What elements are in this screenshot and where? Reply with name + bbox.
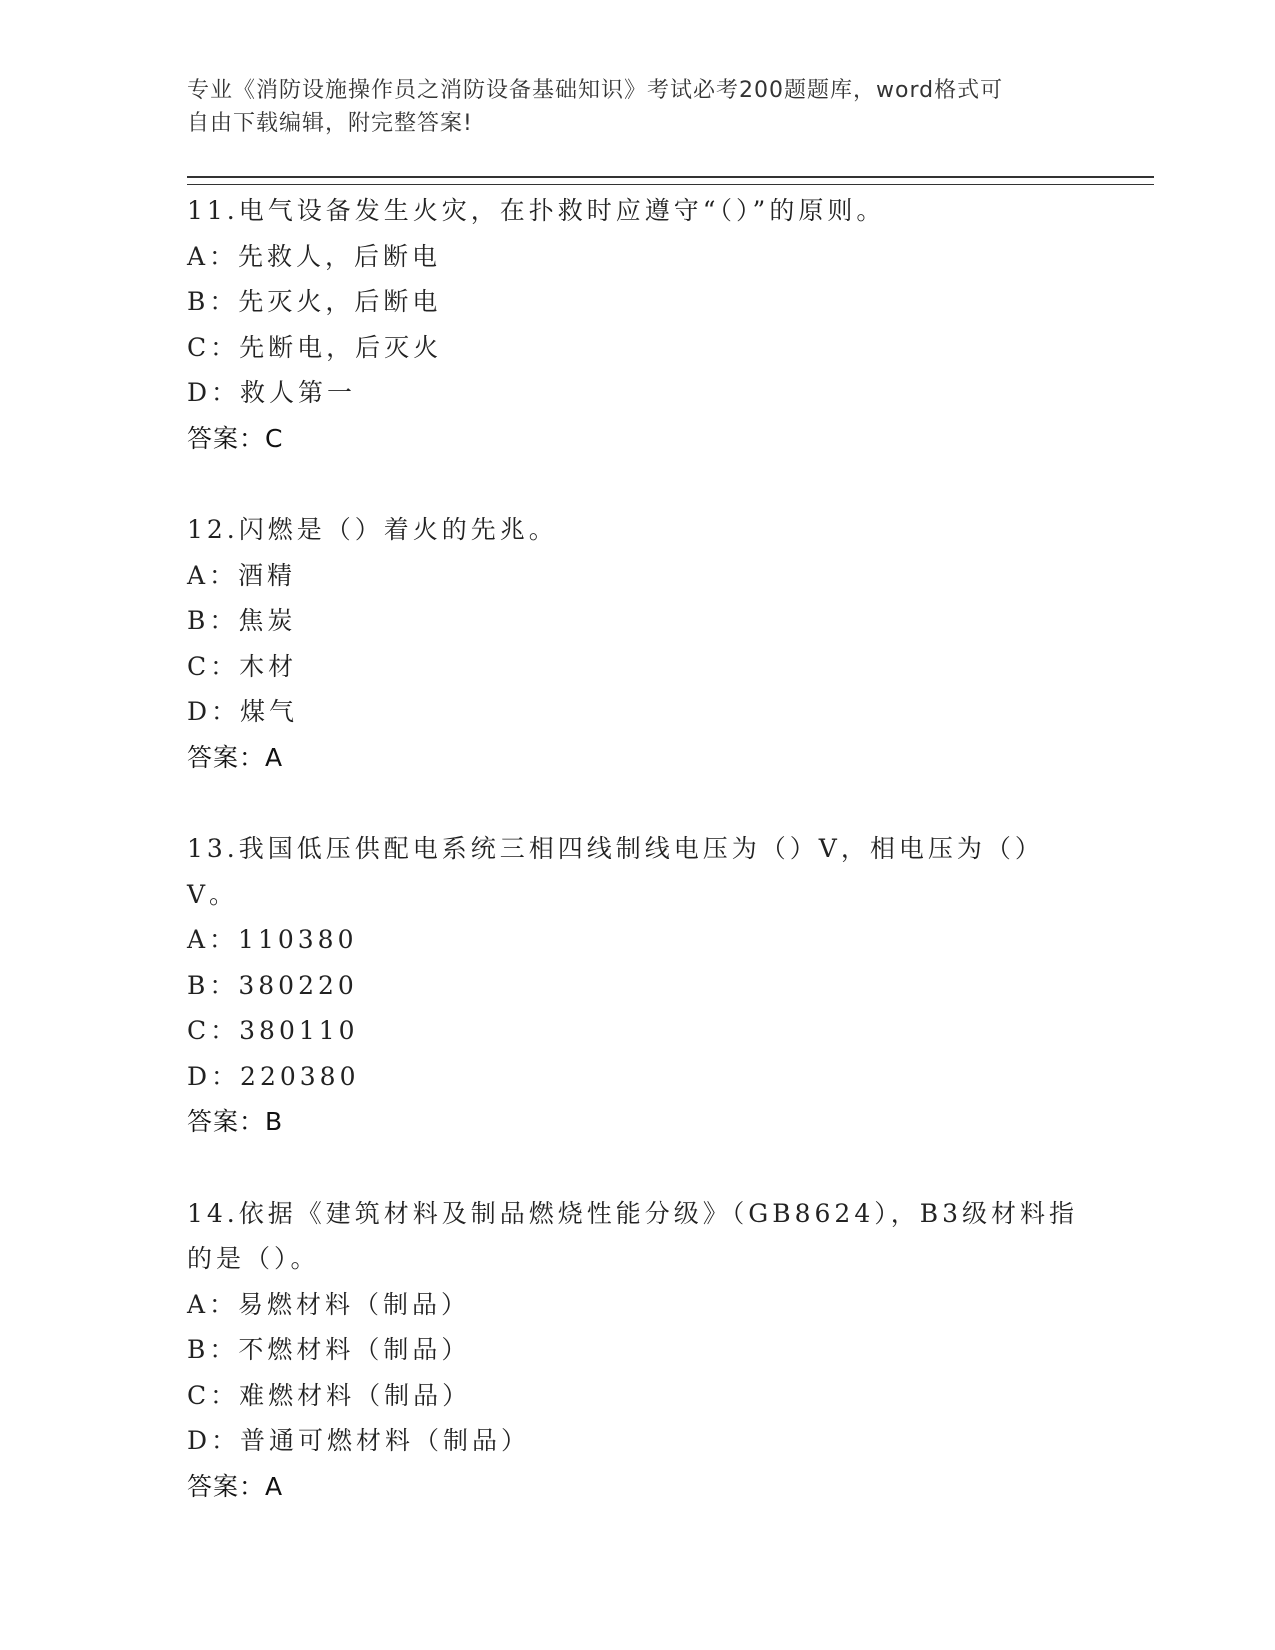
option-d: D：救人第一 [187, 378, 357, 407]
question-stem: 11.电气设备发生火灾，在扑救时应遵守“（）”的原则。 [187, 196, 886, 225]
question-12 [187, 507, 1147, 780]
option-c: C：380110 [187, 1016, 359, 1045]
option-d: D：普通可燃材料（制品） [187, 1426, 531, 1455]
question-stem: 12.闪燃是（）着火的先兆。 [187, 515, 558, 544]
option-b: B：焦炭 [187, 606, 297, 635]
question-stem: 14.依据《建筑材料及制品燃烧性能分级》（GB8624），B3级材料指的是（）。 [187, 1198, 1079, 1273]
option-b: B：不燃材料（制品） [187, 1335, 471, 1364]
option-d: D：220380 [187, 1061, 360, 1091]
option-a: A：先救人，后断电 [187, 241, 442, 271]
question-13 [187, 826, 1147, 1145]
option-a: A：110380 [187, 925, 358, 954]
question-list [187, 188, 1147, 1555]
option-a: A：易燃材料（制品） [187, 1289, 471, 1319]
option-c: C：难燃材料（制品） [187, 1380, 472, 1410]
document-header [187, 74, 1067, 140]
question-14 [187, 1191, 1147, 1510]
option-b: B：先灭火，后断电 [187, 287, 442, 316]
answer: 答案：B [187, 1107, 284, 1136]
header-line-1: 专业《消防设施操作员之消防设备基础知识》考试必考200题题库，word格式可 [187, 78, 1004, 103]
header-divider [187, 176, 1154, 185]
answer: 答案：A [187, 742, 284, 772]
option-a: A：酒精 [187, 560, 297, 590]
option-b: B：380220 [187, 970, 358, 1000]
option-c: C：先断电，后灭火 [187, 332, 443, 362]
answer: 答案：C [187, 423, 284, 453]
option-d: D：煤气 [187, 697, 299, 726]
answer: 答案：A [187, 1471, 284, 1501]
option-c: C：木材 [187, 651, 298, 681]
header-line-2: 自由下载编辑，附完整答案! [187, 111, 473, 136]
question-stem: 13.我国低压供配电系统三相四线制线电压为（）V，相电压为（）V。 [187, 834, 1044, 909]
question-11 [187, 188, 1147, 461]
